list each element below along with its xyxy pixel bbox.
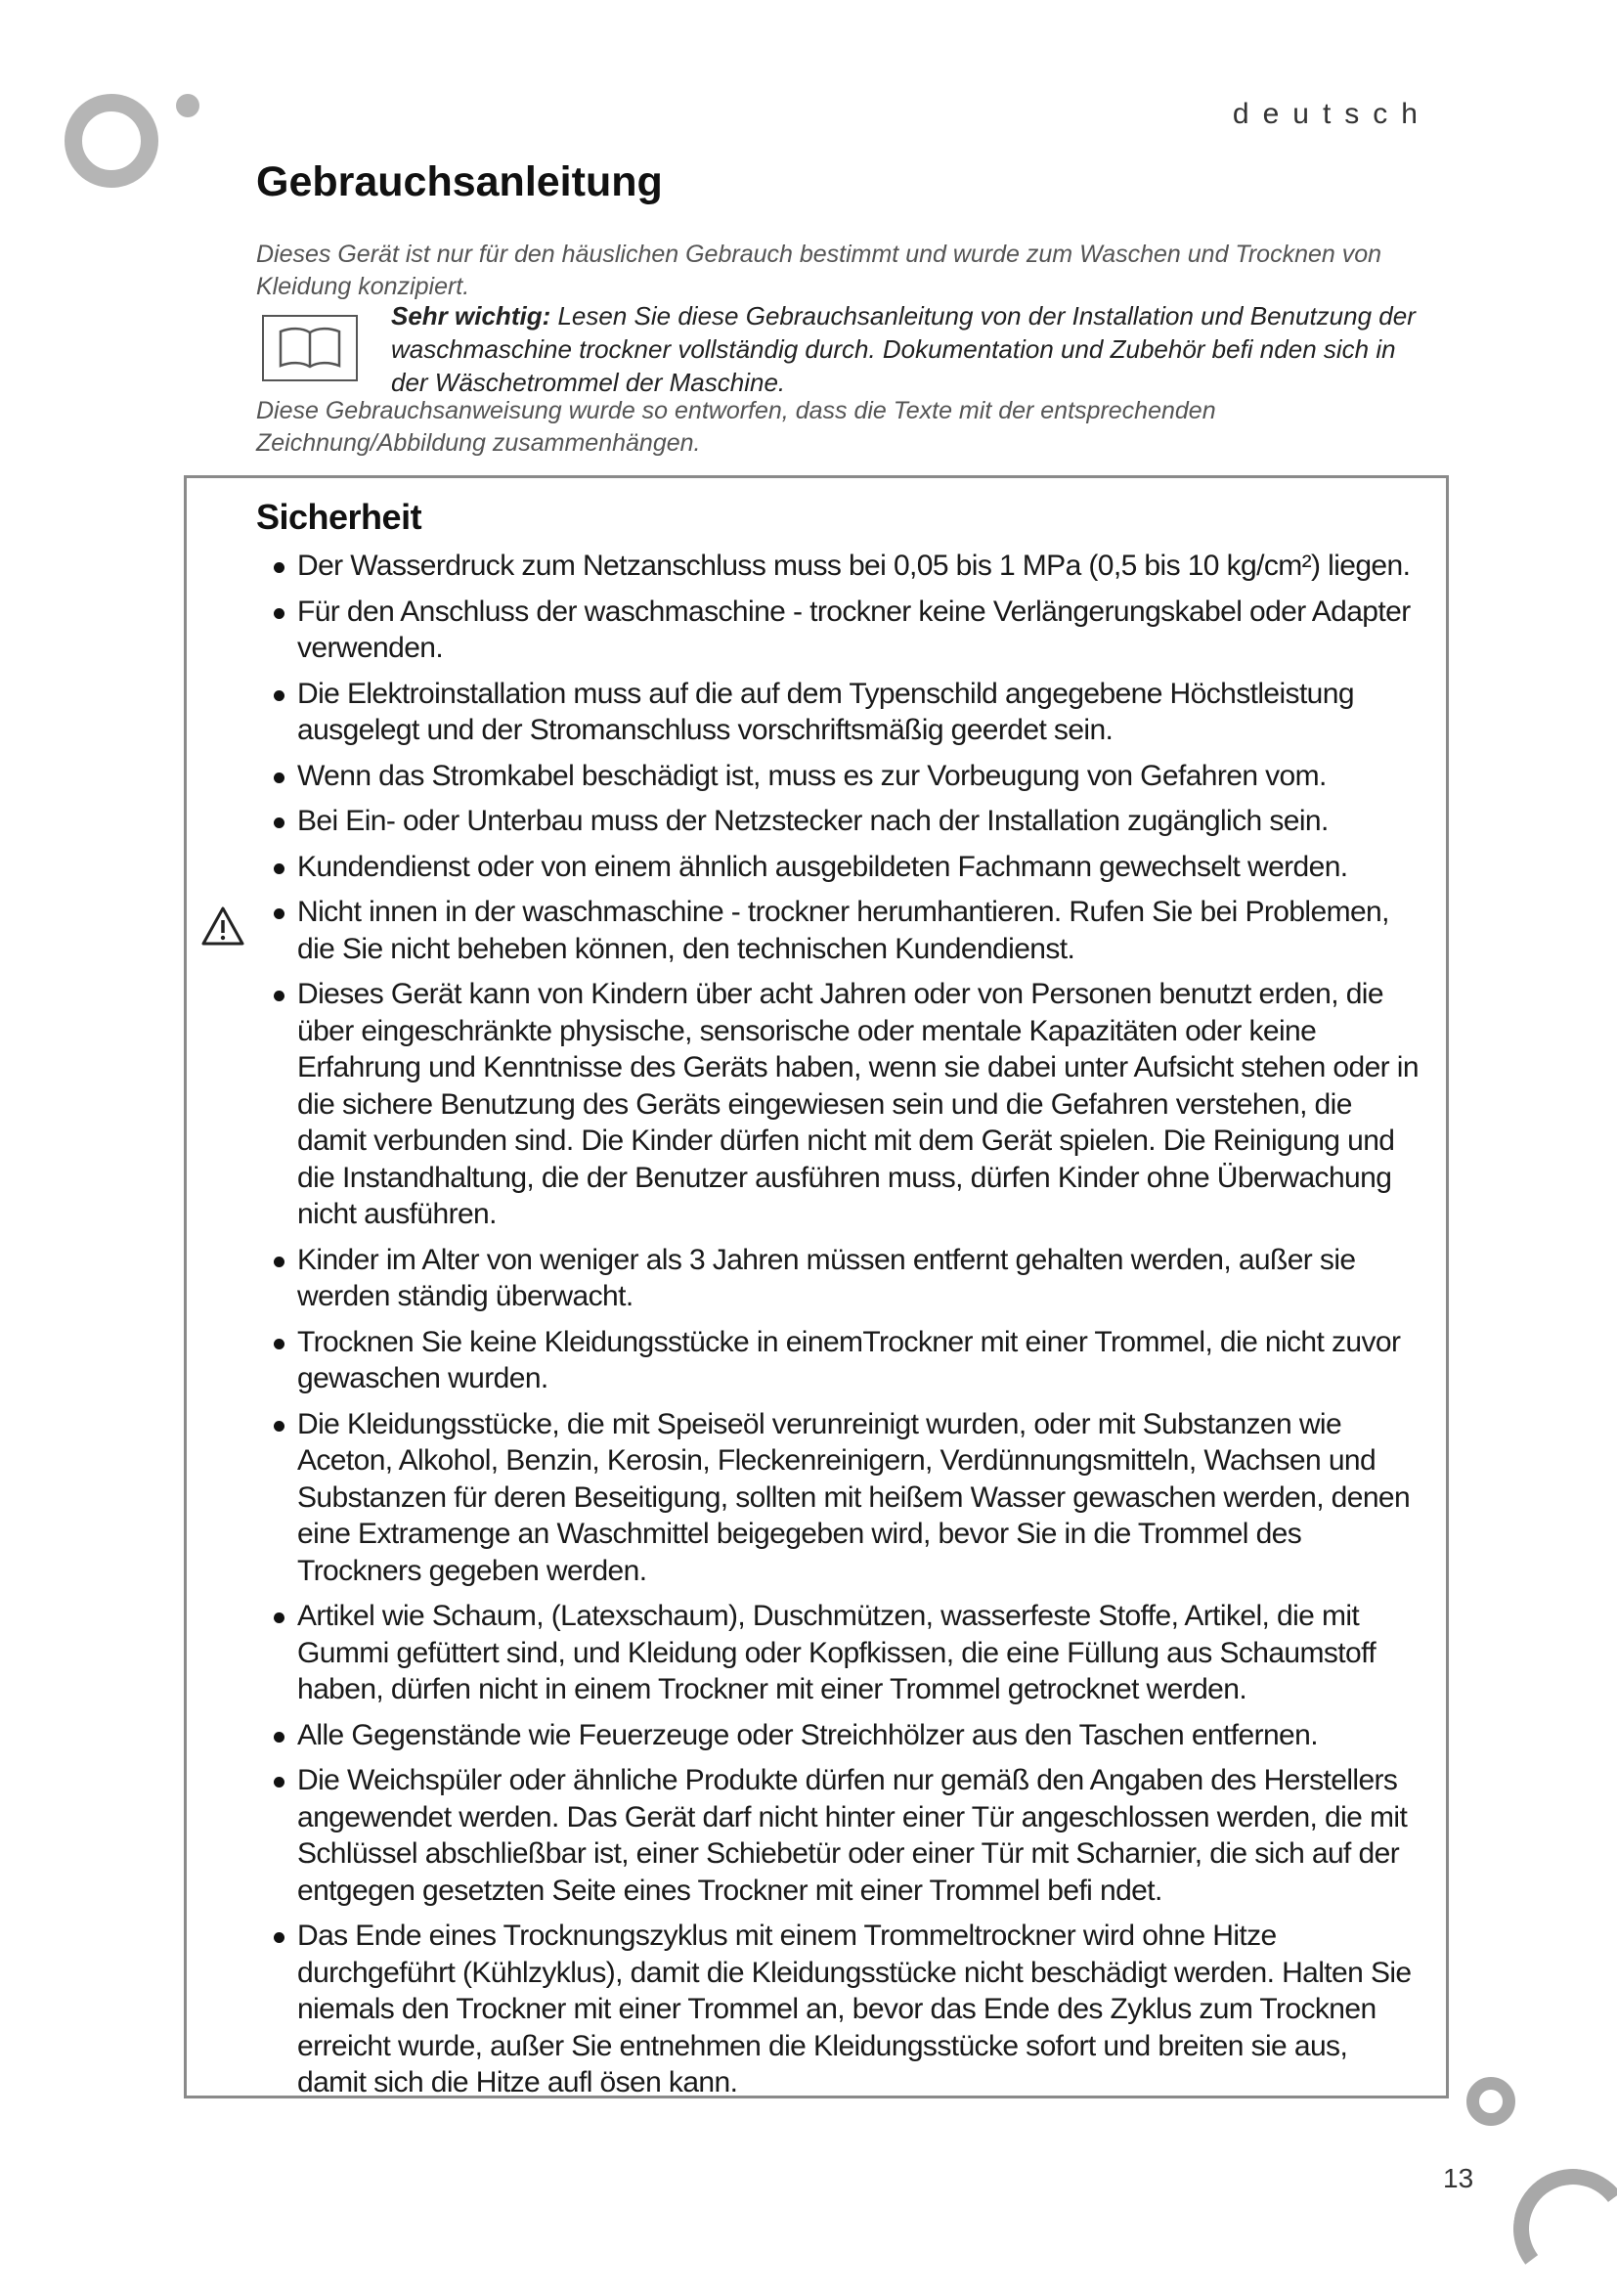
important-note bbox=[391, 299, 1427, 399]
safety-item: Für den Anschluss der waschmaschine - trockner keine Verlängerungskabel oder Adapter verwenden. bbox=[272, 594, 1421, 667]
important-lead: Sehr wichtig: bbox=[391, 301, 551, 331]
safety-item: Die Kleidungsstücke, die mit Speiseöl verunreinigt wurden, oder mit Substanzen wie Aceton, Alkohol, Benzin, Kerosin, Fleckenreinigern, Verdünnungsmitteln, Wachsen und Substanzen für deren Beseitigung, sollten mit heißem Wasser gewaschen werden, denen eine Extramenge an Waschmittel beigegeben wird, bevor Sie in die Trommel des Trockners gegeben werden. bbox=[272, 1406, 1421, 1590]
intro-text: Dieses Gerät ist nur für den häuslichen Gebrauch bestimmt und wurde zum Waschen und Trocknen von Kleidung konzipiert. bbox=[256, 241, 1382, 300]
safety-item: Alle Gegenstände wie Feuerzeuge oder Streichhölzer aus den Taschen entfernen. bbox=[272, 1717, 1421, 1754]
book-icon bbox=[262, 315, 358, 381]
brand-logo-ring bbox=[65, 94, 158, 188]
page-title: Gebrauchsanleitung bbox=[256, 158, 663, 205]
safety-item: Das Ende eines Trocknungszyklus mit einem Trommeltrockner wird ohne Hitze durchgeführt (Kühlzyklus), damit die Kleidungsstücke nicht beschädigt werden. Halten Sie niemals den Trockner mit einer Trommel an, bevor das Ende des Zyklus zum Trocknen erreicht wurde, außer Sie entnehmen die Kleidungsstücke sofort und breiten sie aus, damit sich die Hitze aufl ösen kann. bbox=[272, 1918, 1421, 2101]
decorative-arc bbox=[1506, 2161, 1617, 2296]
decorative-ring bbox=[1466, 2077, 1515, 2126]
safety-heading: Sicherheit bbox=[256, 497, 422, 537]
safety-item: Artikel wie Schaum, (Latexschaum), Duschmützen, wasserfeste Stoffe, Artikel, die mit Gummi gefüttert sind, und Kleidung oder Kopfkissen, die eine Füllung aus Schaumstoff haben, dürfen nicht in einem Trockner mit einer Trommel getrocknet werden. bbox=[272, 1598, 1421, 1708]
page-number: 13 bbox=[1443, 2163, 1474, 2193]
safety-item: Bei Ein- oder Unterbau muss der Netzstecker nach der Installation zugänglich sein. bbox=[272, 803, 1421, 840]
safety-item: Kundendienst oder von einem ähnlich ausgebildeten Fachmann gewechselt werden. bbox=[272, 849, 1421, 886]
safety-item: Wenn das Stromkabel beschädigt ist, muss es zur Vorbeugung von Gefahren vom. bbox=[272, 758, 1421, 795]
safety-item: Nicht innen in der waschmaschine - trockner herumhantieren. Rufen Sie bei Problemen, die Sie nicht beheben können, den technischen Kundendienst. bbox=[272, 894, 1421, 967]
safety-item: Kinder im Alter von weniger als 3 Jahren müssen entfernt gehalten werden, außer sie werden ständig überwacht. bbox=[272, 1242, 1421, 1315]
language-label: deutsch bbox=[1232, 98, 1431, 130]
safety-item: Die Elektroinstallation muss auf die auf dem Typenschild angegebene Höchstleistung ausgelegt und der Stromanschluss vorschriftsmäßig geerdet sein. bbox=[272, 676, 1421, 749]
safety-item: Dieses Gerät kann von Kindern über acht Jahren oder von Personen benutzt erden, die über eingeschränkte physische, sensorische oder mentale Kapazitäten oder keine Erfahrung und Kenntnisse des Geräts haben, wenn sie dabei unter Aufsicht stehen oder in die sichere Benutzung des Geräts eingewiesen sein und die Gefahren verstehen, die damit verbunden sind. Die Kinder dürfen nicht mit dem Gerät spielen. Die Reinigung und die Instandhaltung, die der Benutzer ausführen muss, dürfen Kinder ohne Überwachung nicht ausführen. bbox=[272, 976, 1421, 1233]
safety-item: Der Wasserdruck zum Netzanschluss muss bei 0,05 bis 1 MPa (0,5 bis 10 kg/cm²) liegen. bbox=[272, 548, 1421, 585]
warning-icon bbox=[200, 905, 245, 947]
safety-item: Die Weichspüler oder ähnliche Produkte dürfen nur gemäß den Angaben des Herstellers angewendet werden. Das Gerät darf nicht hinter einer Tür angeschlossen werden, die mit Schlüssel abschließbar ist, einer Schiebetür oder einer Tür mit Scharnier, die sich auf der entgegen gesetzten Seite eines Trockner mit einer Trommel befi ndet. bbox=[272, 1762, 1421, 1909]
safety-list bbox=[272, 548, 1421, 2110]
brand-logo-dot bbox=[176, 94, 199, 117]
intro-text-2: Diese Gebrauchsanweisung wurde so entworfen, dass die Texte mit der entsprechenden Zeichnung/Abbildung zusammenhängen. bbox=[256, 397, 1216, 457]
important-text: Lesen Sie diese Gebrauchsanleitung von der Installation und Benutzung der waschmaschine trockner vollständig durch. Dokumentation und Zubehör befi nden sich in der Wäschetrommel der Maschine. bbox=[391, 301, 1416, 397]
safety-item: Trocknen Sie keine Kleidungsstücke in einemTrockner mit einer Trommel, die nicht zuvor gewaschen wurden. bbox=[272, 1324, 1421, 1397]
